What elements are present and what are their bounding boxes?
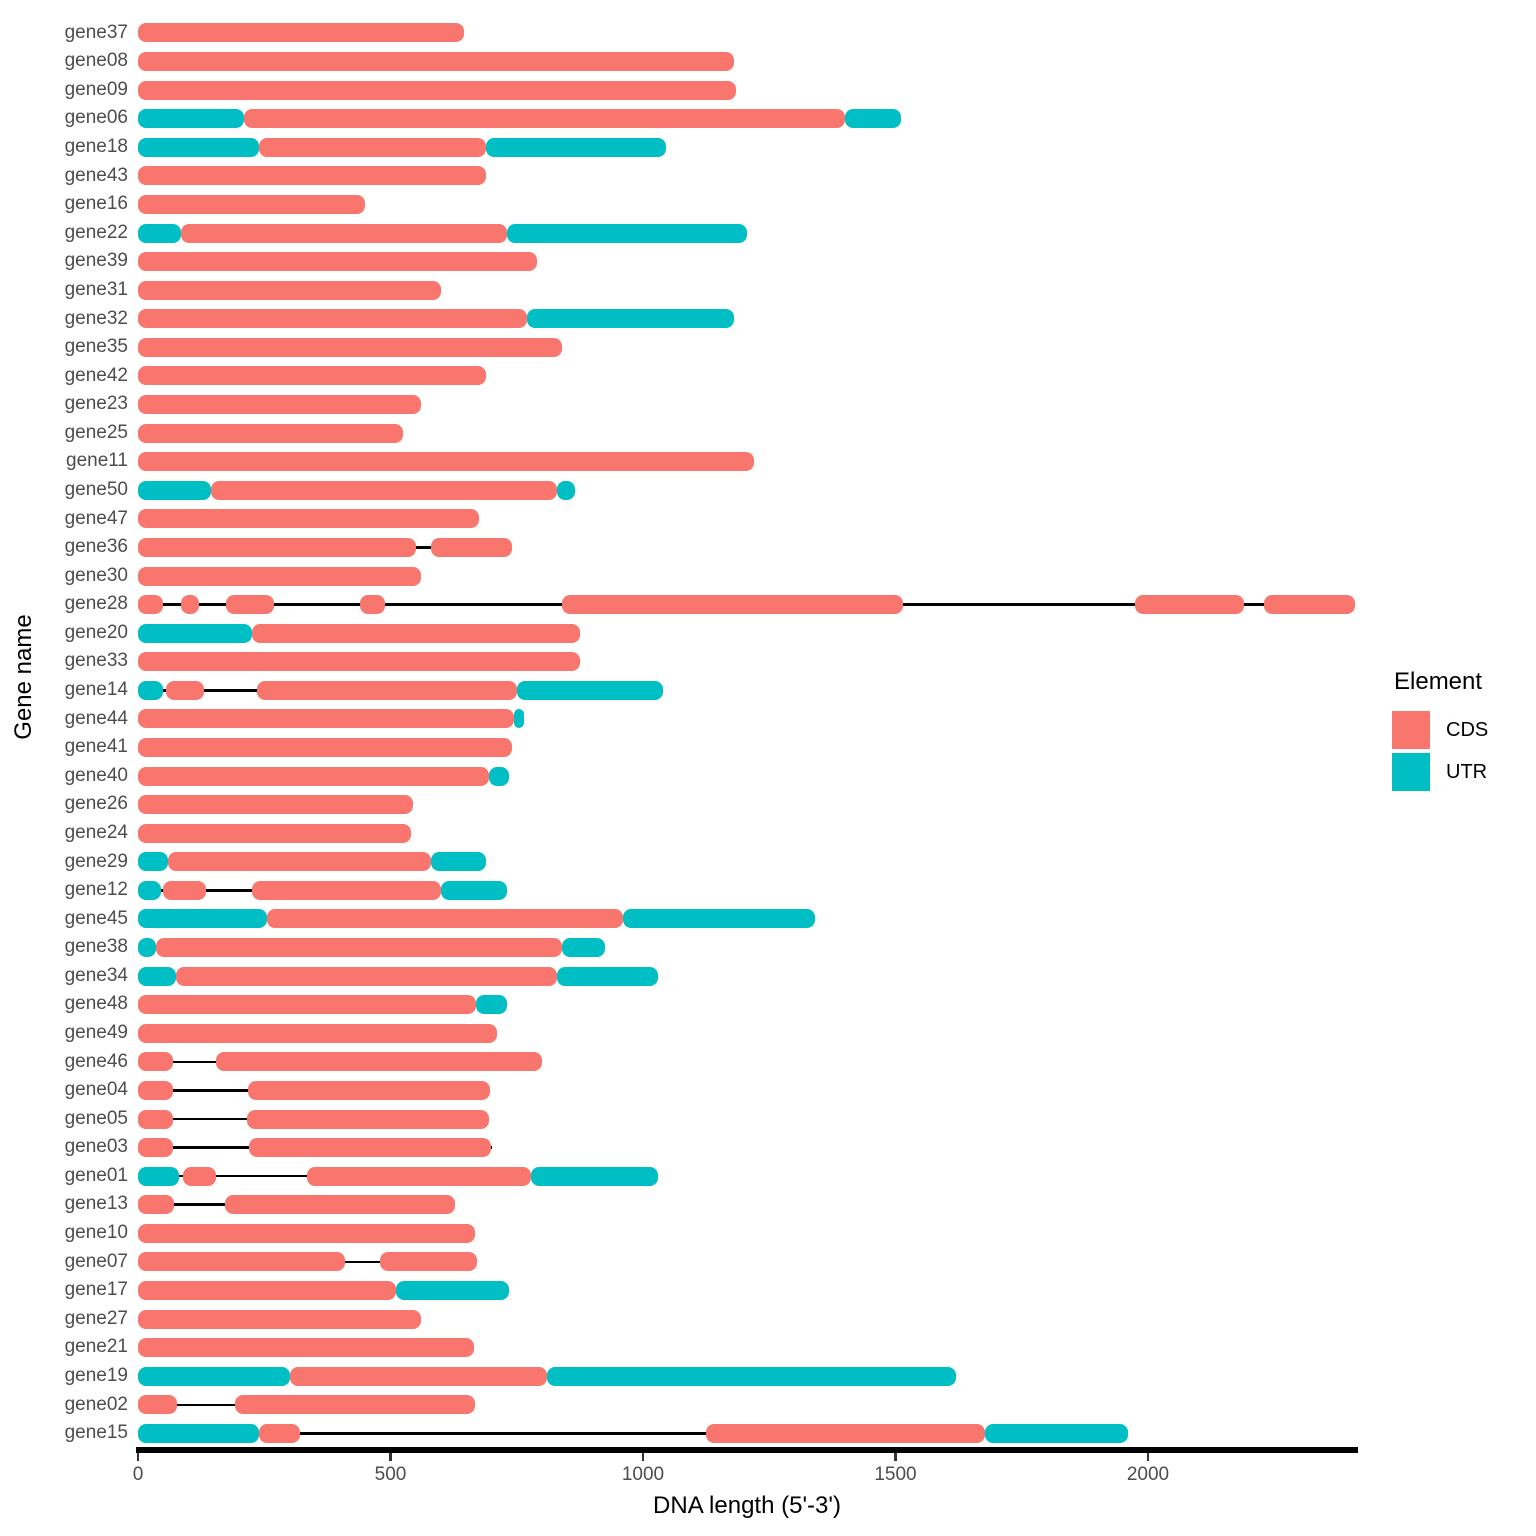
segment-cds [380, 1252, 477, 1271]
segment-cds [244, 109, 845, 128]
gene-row [0, 19, 1536, 48]
segment-cds [138, 1310, 421, 1329]
gene-row [0, 419, 1536, 448]
gene-row [0, 333, 1536, 362]
utr-swatch-icon [1392, 753, 1430, 791]
gene-row [0, 133, 1536, 162]
gene-row [0, 219, 1536, 248]
segment-utr [138, 1424, 259, 1443]
segment-cds [138, 509, 479, 528]
segment-cds [249, 1138, 491, 1157]
gene-row [0, 1133, 1536, 1162]
segment-cds [138, 309, 527, 328]
gene-row [0, 390, 1536, 419]
gene-label: gene25 [64, 421, 128, 443]
gene-row [0, 1391, 1536, 1420]
segment-utr [507, 224, 747, 243]
gene-label: gene44 [64, 707, 128, 729]
legend-label-cds: CDS [1446, 718, 1489, 741]
segment-cds [1135, 595, 1244, 614]
segment-cds [138, 567, 421, 586]
legend [1392, 668, 1536, 794]
segment-cds [138, 652, 580, 671]
gene-row [0, 819, 1536, 848]
gene-row [0, 162, 1536, 191]
gene-label: gene14 [64, 679, 128, 701]
segment-cds [290, 1367, 548, 1386]
gene-label: gene45 [64, 907, 128, 929]
gene-row [0, 76, 1536, 105]
gene-row [0, 933, 1536, 962]
gene-row [0, 990, 1536, 1019]
segment-cds [252, 881, 441, 900]
segment-utr [138, 938, 156, 957]
segment-cds [176, 967, 557, 986]
segment-utr [138, 109, 244, 128]
segment-cds [138, 538, 416, 557]
gene-label: gene34 [64, 964, 128, 986]
segment-utr [138, 1367, 290, 1386]
gene-label: gene31 [64, 278, 128, 300]
tick-label: 2000 [1126, 1464, 1170, 1485]
legend-title: Element [1394, 668, 1483, 695]
segment-cds [257, 681, 517, 700]
segment-cds [235, 1395, 475, 1414]
x-axis-title: DNA length (5'-3') [653, 1492, 841, 1519]
gene-label: gene40 [64, 764, 128, 786]
gene-label: gene06 [64, 107, 128, 129]
segment-cds [138, 395, 421, 414]
segment-utr [138, 224, 181, 243]
gene-row [0, 476, 1536, 505]
legend-item-cds [1392, 710, 1536, 750]
segment-cds [138, 452, 754, 471]
gene-label: gene29 [64, 850, 128, 872]
tick-label: 0 [132, 1464, 144, 1485]
segment-cds [138, 252, 537, 271]
gene-label: gene21 [64, 1336, 128, 1358]
gene-row [0, 1219, 1536, 1248]
segment-cds [247, 1110, 489, 1129]
gene-label: gene10 [64, 1222, 128, 1244]
segment-cds [138, 52, 734, 71]
gene-row [0, 1076, 1536, 1105]
segment-cds [138, 1281, 396, 1300]
segment-utr [547, 1367, 956, 1386]
segment-cds [138, 1024, 497, 1043]
gene-row [0, 562, 1536, 591]
segment-cds [226, 595, 274, 614]
gene-row [0, 104, 1536, 133]
segment-cds [138, 281, 441, 300]
gene-label: gene48 [64, 993, 128, 1015]
segment-cds [138, 424, 403, 443]
segment-utr [138, 967, 176, 986]
segment-cds [163, 881, 206, 900]
segment-utr [623, 909, 815, 928]
segment-utr [557, 967, 658, 986]
gene-label: gene41 [64, 736, 128, 758]
segment-utr [476, 995, 506, 1014]
gene-label: gene01 [64, 1164, 128, 1186]
gene-label: gene09 [64, 78, 128, 100]
segment-cds [138, 1338, 474, 1357]
gene-row [0, 533, 1536, 562]
segment-utr [517, 681, 663, 700]
tick-label: 500 [374, 1464, 407, 1485]
segment-cds [259, 1424, 299, 1443]
gene-label: gene23 [64, 393, 128, 415]
segment-utr [138, 681, 163, 700]
segment-utr [514, 709, 524, 728]
tick-mark [642, 1453, 645, 1461]
gene-row [0, 276, 1536, 305]
gene-row [0, 647, 1536, 676]
gene-row [0, 876, 1536, 905]
gene-label: gene49 [64, 1022, 128, 1043]
gene-row [0, 305, 1536, 334]
gene-label: gene39 [64, 250, 128, 272]
tick-mark [894, 1453, 897, 1461]
gene-label: gene07 [64, 1250, 128, 1272]
gene-label: gene05 [64, 1107, 128, 1129]
gene-label: gene36 [64, 536, 128, 558]
segment-utr [138, 852, 168, 871]
segment-utr [138, 909, 267, 928]
gene-label: gene11 [66, 450, 128, 472]
segment-cds [138, 1252, 345, 1271]
segment-cds [138, 738, 512, 757]
gene-label: gene22 [64, 221, 128, 243]
gene-row [0, 1048, 1536, 1077]
segment-utr [431, 852, 487, 871]
y-axis-title: Gene name [10, 614, 37, 740]
gene-row [0, 1305, 1536, 1334]
gene-label: gene47 [64, 507, 128, 529]
gene-row [0, 1276, 1536, 1305]
gene-label: gene26 [64, 793, 128, 815]
segment-cds [267, 909, 623, 928]
gene-row [0, 762, 1536, 791]
segment-utr [138, 624, 252, 643]
segment-cds [138, 995, 476, 1014]
gene-label: gene30 [64, 564, 128, 586]
gene-row [0, 190, 1536, 219]
gene-row [0, 505, 1536, 534]
gene-label: gene15 [64, 1422, 128, 1444]
gene-label: gene24 [64, 821, 128, 843]
segment-cds [156, 938, 563, 957]
tick-mark [137, 1453, 140, 1461]
gene-row [0, 790, 1536, 819]
segment-cds [211, 481, 557, 500]
segment-utr [138, 881, 161, 900]
segment-cds [259, 138, 486, 157]
segment-cds [216, 1052, 542, 1071]
gene-label: gene33 [64, 650, 128, 672]
segment-cds [138, 709, 514, 728]
gene-label: gene08 [64, 50, 128, 72]
gene-label: gene20 [64, 621, 128, 643]
tick-label: 1500 [874, 1464, 917, 1485]
segment-cds [248, 1081, 490, 1100]
gene-row [0, 1362, 1536, 1391]
segment-cds [183, 1167, 216, 1186]
gene-label: gene12 [64, 879, 128, 901]
gene-label: gene19 [64, 1364, 128, 1386]
gene-label: gene16 [64, 193, 128, 215]
gene-label: gene42 [64, 364, 128, 386]
segment-cds [1264, 595, 1355, 614]
segment-cds [360, 595, 385, 614]
tick-mark [1147, 1453, 1150, 1461]
legend-label-utr: UTR [1446, 760, 1488, 783]
gene-row [0, 1333, 1536, 1362]
segment-utr [527, 309, 734, 328]
gene-row [0, 1019, 1536, 1048]
gene-label: gene02 [64, 1393, 128, 1415]
gene-row [0, 362, 1536, 391]
gene-row [0, 905, 1536, 934]
segment-utr [138, 481, 211, 500]
segment-cds [138, 166, 486, 185]
segment-utr [531, 1167, 658, 1186]
segment-utr [138, 138, 259, 157]
gene-row [0, 1162, 1536, 1191]
gene-row [0, 1190, 1536, 1219]
gene-row [0, 247, 1536, 276]
segment-cds [138, 1138, 173, 1157]
segment-cds [166, 681, 204, 700]
gene-label: gene37 [64, 21, 128, 43]
segment-cds [181, 224, 507, 243]
gene-label: gene13 [64, 1193, 128, 1215]
gene-row [0, 848, 1536, 877]
gene-row [0, 619, 1536, 648]
segment-cds [706, 1424, 985, 1443]
segment-cds [138, 366, 486, 385]
segment-cds [138, 1195, 174, 1214]
gene-row [0, 1105, 1536, 1134]
gene-row [0, 47, 1536, 76]
segment-utr [845, 109, 901, 128]
gene-label: gene04 [64, 1079, 128, 1101]
segment-cds [138, 1395, 177, 1414]
segment-cds [138, 338, 562, 357]
gene-row [0, 590, 1536, 619]
gene-label: gene46 [64, 1050, 128, 1072]
segment-cds [138, 81, 736, 100]
gene-row [0, 447, 1536, 476]
tick-mark [389, 1453, 392, 1461]
segment-cds [138, 195, 365, 214]
segment-cds [168, 852, 431, 871]
segment-utr [985, 1424, 1127, 1443]
gene-label: gene28 [64, 593, 128, 615]
gene-label: gene50 [64, 478, 128, 500]
gene-label: gene17 [64, 1279, 128, 1301]
segment-utr [138, 1167, 179, 1186]
gene-label: gene18 [64, 136, 128, 158]
gene-row [0, 705, 1536, 734]
gene-label: gene27 [64, 1307, 128, 1329]
gene-row [0, 676, 1536, 705]
gene-label: gene35 [64, 336, 128, 358]
segment-cds [138, 1052, 173, 1071]
segment-utr [562, 938, 605, 957]
segment-cds [138, 1110, 173, 1129]
gene-label: gene38 [64, 936, 128, 958]
tick-label: 1000 [621, 1464, 665, 1485]
segment-cds [138, 795, 413, 814]
segment-utr [441, 881, 507, 900]
segment-cds [562, 595, 903, 614]
gene-row [0, 733, 1536, 762]
cds-swatch-icon [1392, 711, 1430, 749]
segment-cds [138, 824, 411, 843]
segment-utr [396, 1281, 510, 1300]
segment-cds [307, 1167, 531, 1186]
segment-cds [431, 538, 512, 557]
segment-cds [252, 624, 580, 643]
legend-item-utr [1392, 752, 1536, 792]
gene-row [0, 1248, 1536, 1277]
segment-cds [138, 23, 464, 42]
gene-label: gene32 [64, 307, 128, 329]
gene-label: gene43 [64, 164, 128, 186]
gene-row [0, 962, 1536, 991]
segment-cds [138, 767, 489, 786]
segment-utr [489, 767, 509, 786]
segment-cds [138, 1081, 173, 1100]
segment-utr [486, 138, 665, 157]
segment-cds [138, 595, 163, 614]
segment-cds [181, 595, 199, 614]
segment-cds [225, 1195, 455, 1214]
gene-row [0, 1419, 1536, 1448]
segment-utr [557, 481, 575, 500]
segment-cds [138, 1224, 475, 1243]
gene-label: gene03 [64, 1136, 128, 1158]
x-axis-line [136, 1447, 1358, 1453]
